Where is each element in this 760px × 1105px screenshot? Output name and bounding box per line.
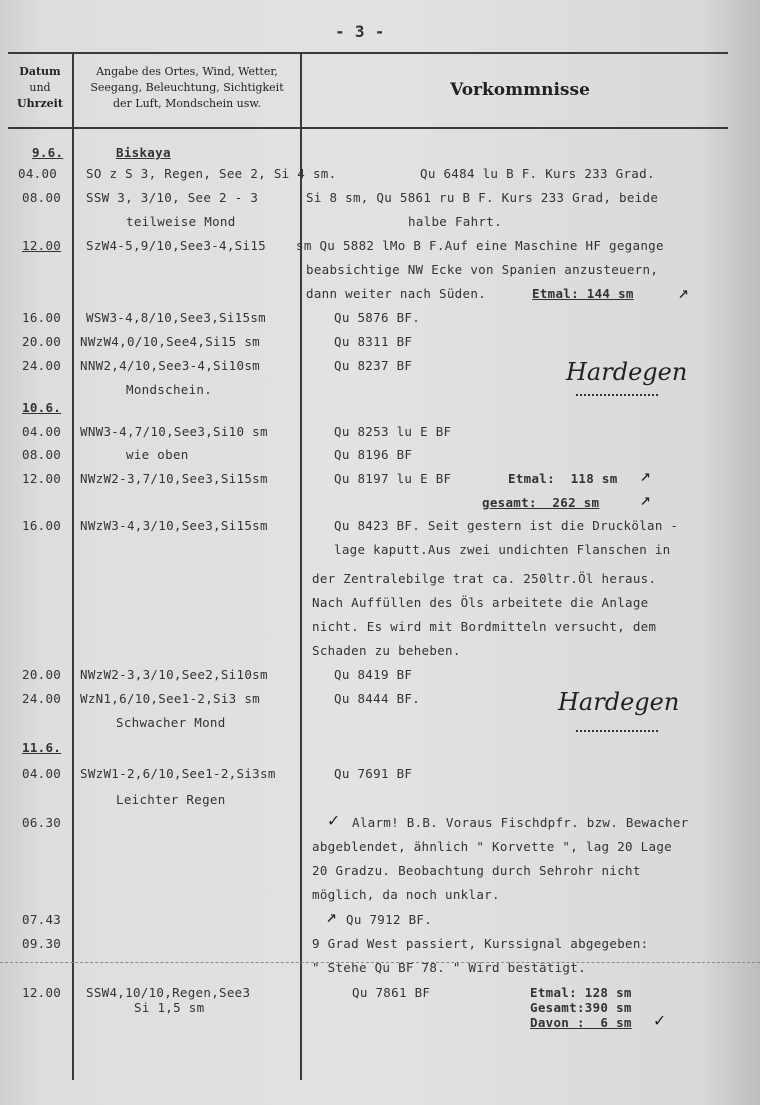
entry-event-2: halbe Fahrt. xyxy=(408,214,502,229)
entry-event-5: nicht. Es wird mit Bordmitteln versucht, dem xyxy=(312,619,657,634)
entry-event: Qu 8444 BF. xyxy=(334,691,421,706)
entry-event: Qu 7691 BF xyxy=(334,766,413,781)
day-heading: 9.6. xyxy=(32,145,64,160)
entry-conditions: NWzW2-3,3/10,See2,Si10sm xyxy=(80,667,268,682)
entry-conditions: SzW4-5,9/10,See3-4,Si15 xyxy=(86,238,266,253)
entry-event-4: möglich, da noch unklar. xyxy=(312,887,500,902)
entry-time: 20.00 xyxy=(22,334,62,349)
entry-event: Qu 8237 BF xyxy=(334,358,413,373)
entry-conditions-2: teilweise Mond xyxy=(126,214,236,229)
entry-event: Qu 6484 lu B F. Kurs 233 Grad. xyxy=(420,166,655,181)
entry-event-3: dann weiter nach Süden. xyxy=(306,286,486,301)
entry-conditions-2: Leichter Regen xyxy=(116,792,226,807)
entry-event: Qu 7912 BF. xyxy=(346,912,433,927)
entry-event: sm Qu 5882 lMo B F.Auf eine Maschine HF gegange xyxy=(296,238,664,253)
signature: Hardegen xyxy=(566,358,688,386)
entry-event: Alarm! B.B. Voraus Fischdpfr. bzw. Bewacher xyxy=(352,815,689,830)
entry-conditions: SSW4,10/10,Regen,See3 xyxy=(86,985,251,1000)
entry-event: Qu 8196 BF xyxy=(334,447,413,462)
entry-conditions: NWzW2-3,7/10,See3,Si15sm xyxy=(80,471,268,486)
day-heading: 11.6. xyxy=(22,740,62,755)
entry-conditions: NNW2,4/10,See3-4,Si10sm xyxy=(80,358,260,373)
entry-time: 09.30 xyxy=(22,936,62,951)
location-heading: Biskaya xyxy=(116,145,171,160)
entry-time: 06.30 xyxy=(22,815,62,830)
header-bottom-rule xyxy=(8,127,728,129)
entry-event-2: lage kaputt.Aus zwei undichten Flanschen in xyxy=(334,542,671,557)
day-heading: 10.6. xyxy=(22,400,62,415)
entry-time: 08.00 xyxy=(22,447,62,462)
entry-time: 16.00 xyxy=(22,310,62,325)
gesamt-value: gesamt: 262 sm xyxy=(482,495,600,510)
check-icon: ✓ xyxy=(328,810,339,831)
entry-event: Si 8 sm, Qu 5861 ru B F. Kurs 233 Grad, beide xyxy=(306,190,659,205)
column-rule-1 xyxy=(72,52,74,1080)
entry-time: 04.00 xyxy=(18,166,58,181)
page-number: - 3 - xyxy=(335,22,385,41)
entry-event: Qu 8197 lu E BF xyxy=(334,471,452,486)
check-icon: ✓ xyxy=(654,1010,665,1031)
entry-conditions-2: Si 1,5 sm xyxy=(134,1000,205,1015)
entry-time: 04.00 xyxy=(22,766,62,781)
entry-conditions: wie oben xyxy=(126,447,189,462)
entry-conditions: SO z S 3, Regen, See 2, Si 4 sm. xyxy=(86,166,337,181)
etmal-value: Etmal: 118 sm xyxy=(508,471,618,486)
entry-event: Qu 5876 BF. xyxy=(334,310,421,325)
entry-time: 07.43 xyxy=(22,912,62,927)
entry-event: Qu 7861 BF xyxy=(352,985,431,1000)
header-events: Vorkommnisse xyxy=(450,80,590,100)
entry-conditions: WNW3-4,7/10,See3,Si10 sm xyxy=(80,424,268,439)
entry-event: Qu 8253 lu E BF xyxy=(334,424,452,439)
entry-event: Qu 8423 BF. Seit gestern ist die Druckölan - xyxy=(334,518,679,533)
entry-time: 04.00 xyxy=(22,424,62,439)
top-rule xyxy=(8,52,728,54)
entry-conditions-2: Mondschein. xyxy=(126,382,213,397)
etmal-value: Etmal: 128 sm xyxy=(530,985,632,1000)
signature-dotted-line xyxy=(576,394,658,396)
entry-event-2: abgeblendet, ähnlich " Korvette ", lag 20 Lage xyxy=(312,839,672,854)
entry-conditions-2: Schwacher Mond xyxy=(116,715,226,730)
entry-time: 12.00 xyxy=(22,238,62,253)
entry-event-3: der Zentralebilge trat ca. 250ltr.Öl heraus. xyxy=(312,571,657,586)
entry-event-3: 20 Gradzu. Beobachtung durch Sehrohr nicht xyxy=(312,863,641,878)
entry-event: Qu 8419 BF xyxy=(334,667,413,682)
entry-time: 20.00 xyxy=(22,667,62,682)
entry-conditions: SSW 3, 3/10, See 2 - 3 xyxy=(86,190,259,205)
entry-time: 24.00 xyxy=(22,691,62,706)
column-rule-2 xyxy=(300,52,302,1080)
signature: Hardegen xyxy=(558,688,680,716)
header-date-time: Datum und Uhrzeit xyxy=(17,65,63,110)
entry-time: 24.00 xyxy=(22,358,62,373)
entry-time: 16.00 xyxy=(22,518,62,533)
entry-time: 12.00 xyxy=(22,985,62,1000)
check-arrow-icon: ↗ xyxy=(678,282,689,303)
check-arrow-icon: ↗ xyxy=(326,906,337,927)
entry-event: 9 Grad West passiert, Kurssignal abgegeben: xyxy=(312,936,649,951)
fold-crease xyxy=(0,962,760,963)
etmal-value: Etmal: 144 sm xyxy=(532,286,634,301)
check-arrow-icon: ↗ xyxy=(640,489,651,510)
entry-event-2: " Stehe Qu BF 78. " Wird bestätigt. xyxy=(312,960,586,975)
signature-dotted-line xyxy=(576,730,658,732)
entry-conditions: WSW3-4,8/10,See3,Si15sm xyxy=(86,310,266,325)
davon-value: Davon : 6 sm xyxy=(530,1015,632,1030)
entry-event-2: beabsichtige NW Ecke von Spanien anzusteuern, xyxy=(306,262,659,277)
entry-event-6: Schaden zu beheben. xyxy=(312,643,461,658)
gesamt-value: Gesamt:390 sm xyxy=(530,1000,632,1015)
entry-time: 08.00 xyxy=(22,190,62,205)
entry-time: 12.00 xyxy=(22,471,62,486)
entry-conditions: NWzW4,0/10,See4,Si15 sm xyxy=(80,334,260,349)
entry-conditions: SWzW1-2,6/10,See1-2,Si3sm xyxy=(80,766,276,781)
entry-event: Qu 8311 BF xyxy=(334,334,413,349)
check-arrow-icon: ↗ xyxy=(640,465,651,486)
header-location-weather: Angabe des Ortes, Wind, Wetter, Seegang, Beleuchtung, Sichtigkeit der Luft, Mondschein usw. xyxy=(90,65,284,110)
entry-conditions: WzN1,6/10,See1-2,Si3 sm xyxy=(80,691,260,706)
entry-conditions: NWzW3-4,3/10,See3,Si15sm xyxy=(80,518,268,533)
entry-event-4: Nach Auffüllen des Öls arbeitete die Anlage xyxy=(312,595,649,610)
